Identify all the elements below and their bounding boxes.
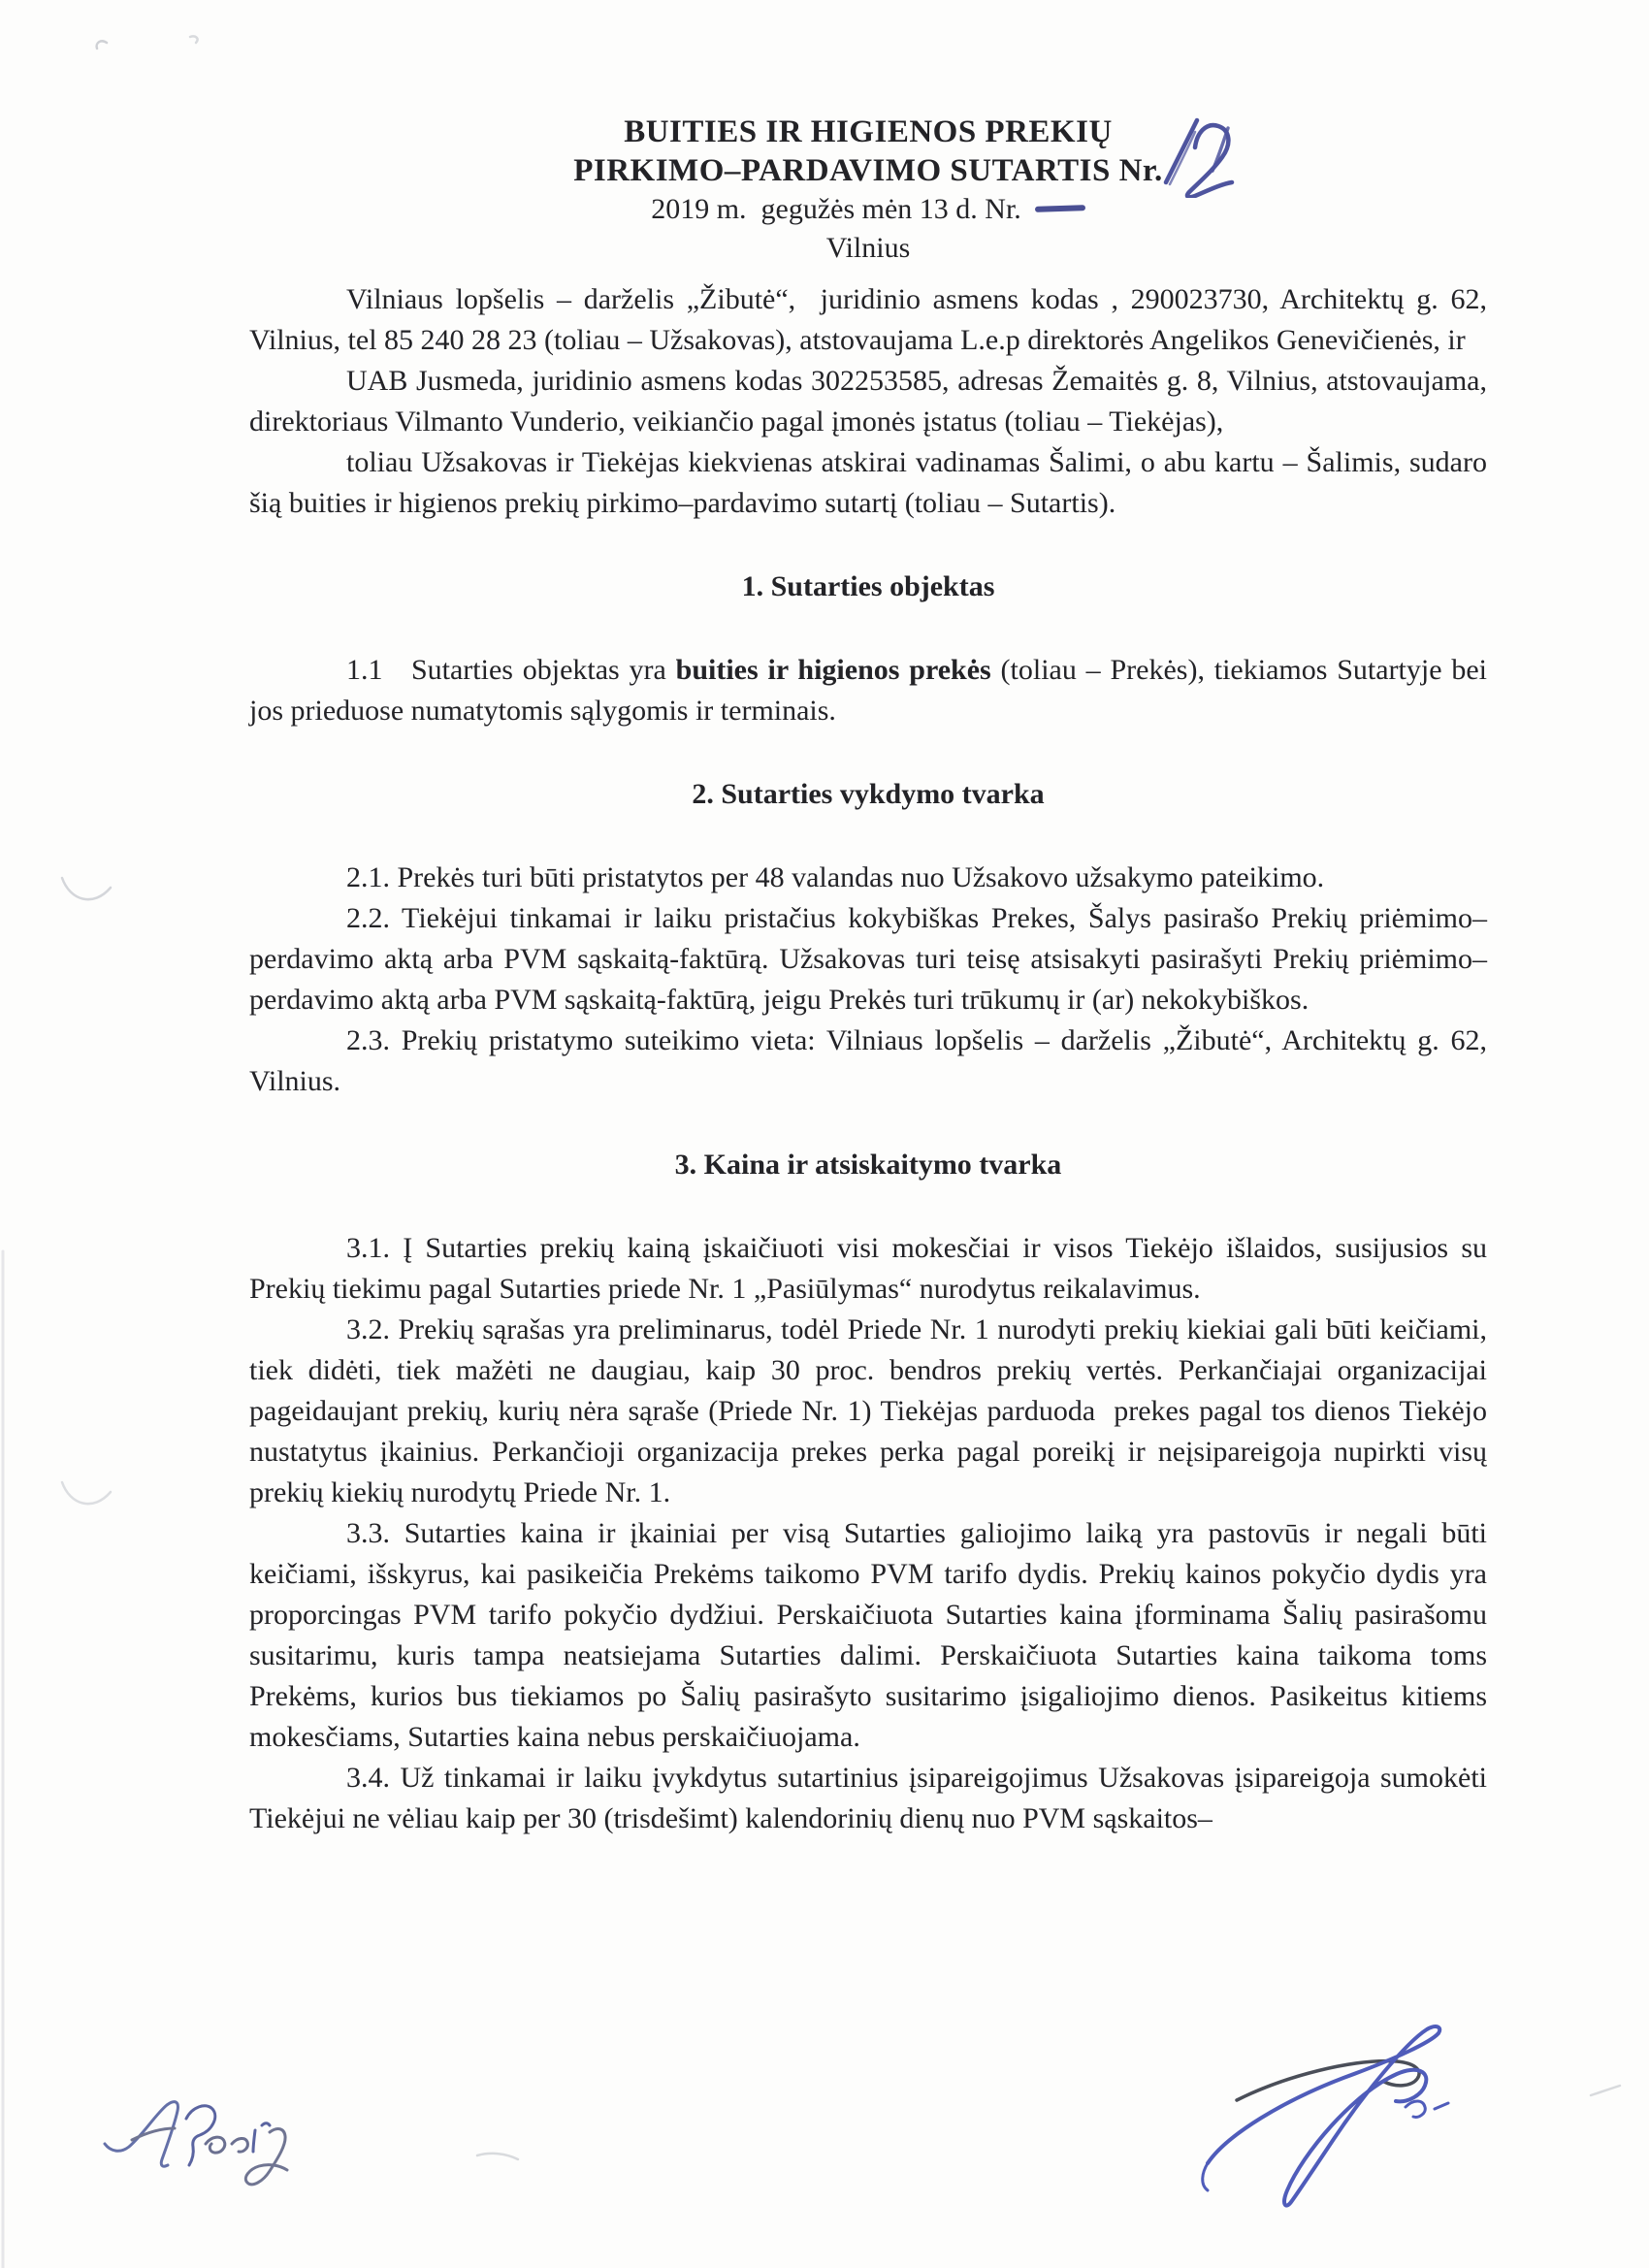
city-line: Vilnius <box>825 232 911 264</box>
bold-phrase-goods: buities ir higienos prekės <box>675 654 991 686</box>
preamble-paragraph-3: toliau Užsakovas ir Tiekėjas kiekvienas atskirai vadinamas Šalimi, o abu kartu – Šalimis, sudaro šią buities ir higienos prekių pirkimo–pardavimo sutartį (toliau – Sutartis). <box>249 446 1487 519</box>
document-title <box>249 113 1487 190</box>
section-3-heading: 3. Kaina ir atsiskaitymo tvarka <box>674 1149 1062 1181</box>
contract-body <box>249 113 1487 1839</box>
title-line-1: BUITIES IR HIGIENOS PREKIŲ <box>624 114 1113 149</box>
handwritten-number-12 <box>1160 114 1242 198</box>
clause-3-1: 3.1. Į Sutarties prekių kainą įskaičiuoti visi mokesčiai ir visos Tiekėjo išlaidos, susijusios su Prekių tiekimu pagal Sutarties priede Nr. 1 „Pasiūlymas“ nurodytus reikalavimus. <box>249 1232 1487 1305</box>
preamble-paragraph-2: UAB Jusmeda, juridinio asmens kodas 302253585, adresas Žemaitės g. 8, Vilnius, atstovaujama, direktoriaus Vilmanto Vunderio, veikiančio pagal įmonės įstatus (toliau – Tiekėjas), <box>249 365 1487 437</box>
title-line-2: PIRKIMO–PARDAVIMO SUTARTIS Nr. <box>573 153 1163 188</box>
handwritten-dash <box>1035 205 1085 212</box>
signature-right <box>1198 2018 1470 2217</box>
signature-left <box>97 2093 301 2194</box>
clause-2-3: 2.3. Prekių pristatymo suteikimo vieta: Vilniaus lopšelis – darželis „Žibutė“, Architektų g. 62, Vilnius. <box>249 1024 1487 1097</box>
clause-2-1: 2.1. Prekės turi būti pristatytos per 48 valandas nuo Užsakovo užsakymo pateikimo. <box>346 861 1325 893</box>
preamble-paragraph-1: Vilniaus lopšelis – darželis „Žibutė“, juridinio asmens kodas , 290023730, Architektų g. 62, Vilnius, tel 85 240 28 23 (toliau – Užsakovas), atstovaujama L.e.p direktorės Angelikos Genevičienės, ir <box>249 283 1487 356</box>
clause-3-3: 3.3. Sutarties kaina ir įkainiai per visą Sutarties galiojimo laiką yra pastovūs ir negali būti keičiami, išskyrus, kai pasikeičia Prekėms taikomo PVM tarifo dydis. Prekių kainos pokyčio dydis yra proporcingas PVM tarifo pokyčio dydžiui. Perskaičiuota Sutarties kaina įforminama Šalių pasirašomu susitarimu, kuris tampa neatsiejama Sutarties dalimi. Perskaičiuota Sutarties kaina taikoma toms Prekėms, kurios bus tiekiamos po Šalių pasirašyto susitarimo įsigaliojimo dienos. Pasikeitus kitiems mokesčiams, Sutarties kaina nebus perskaičiuojama. <box>249 1517 1487 1753</box>
section-2-heading: 2. Sutarties vykdymo tvarka <box>692 778 1045 810</box>
clause-1-1 <box>249 650 1487 731</box>
date-text: 2019 m. gegužės mėn 13 d. Nr. <box>651 193 1021 225</box>
clause-2-2: 2.2. Tiekėjui tinkamai ir laiku pristačius kokybiškas Prekes, Šalys pasirašo Prekių priėmimo–perdavimo aktą arba PVM sąskaitą-faktūrą. Užsakovas turi teisę atsisakyti pasirašyti Prekių priėmimo–perdavimo aktą arba PVM sąskaitą-faktūrą, jeigu Prekės turi trūkumų ir (ar) nekokybiškos. <box>249 902 1487 1016</box>
clause-1-1-pre: 1.1 Sutarties objektas yra <box>346 654 676 686</box>
date-line <box>249 190 1487 229</box>
clause-3-2: 3.2. Prekių sąrašas yra preliminarus, todėl Priede Nr. 1 nurodyti prekių kiekiai gali būti keičiami, tiek didėti, tiek mažėti ne daugiau, kaip 30 proc. bendros prekių vertės. Perkančiajai organizacijai pageidaujant prekių, kurių nėra sąraše (Priede Nr. 1) Tiekėjas parduoda prekes pagal tos dienos Tiekėjo nustatytus įkainius. Perkančioji organizacija prekes perka pagal poreikį ir neįsipareigoja nupirkti visų prekių kiekių nurodytų Priede Nr. 1. <box>249 1313 1487 1508</box>
clause-1-1-post: (toliau – Prekės), tiekiamos Sutartyje bei jos prieduose numatytomis sąlygomis ir terminais. <box>249 654 1487 727</box>
clause-3-4: 3.4. Už tinkamai ir laiku įvykdytus sutartinius įsipareigojimus Užsakovas įsipareigoja sumokėti Tiekėjui ne vėliau kaip per 30 (trisdešimt) kalendorinių dienų nuo PVM sąskaitos– <box>249 1762 1487 1834</box>
section-1-heading: 1. Sutarties objektas <box>741 570 995 602</box>
